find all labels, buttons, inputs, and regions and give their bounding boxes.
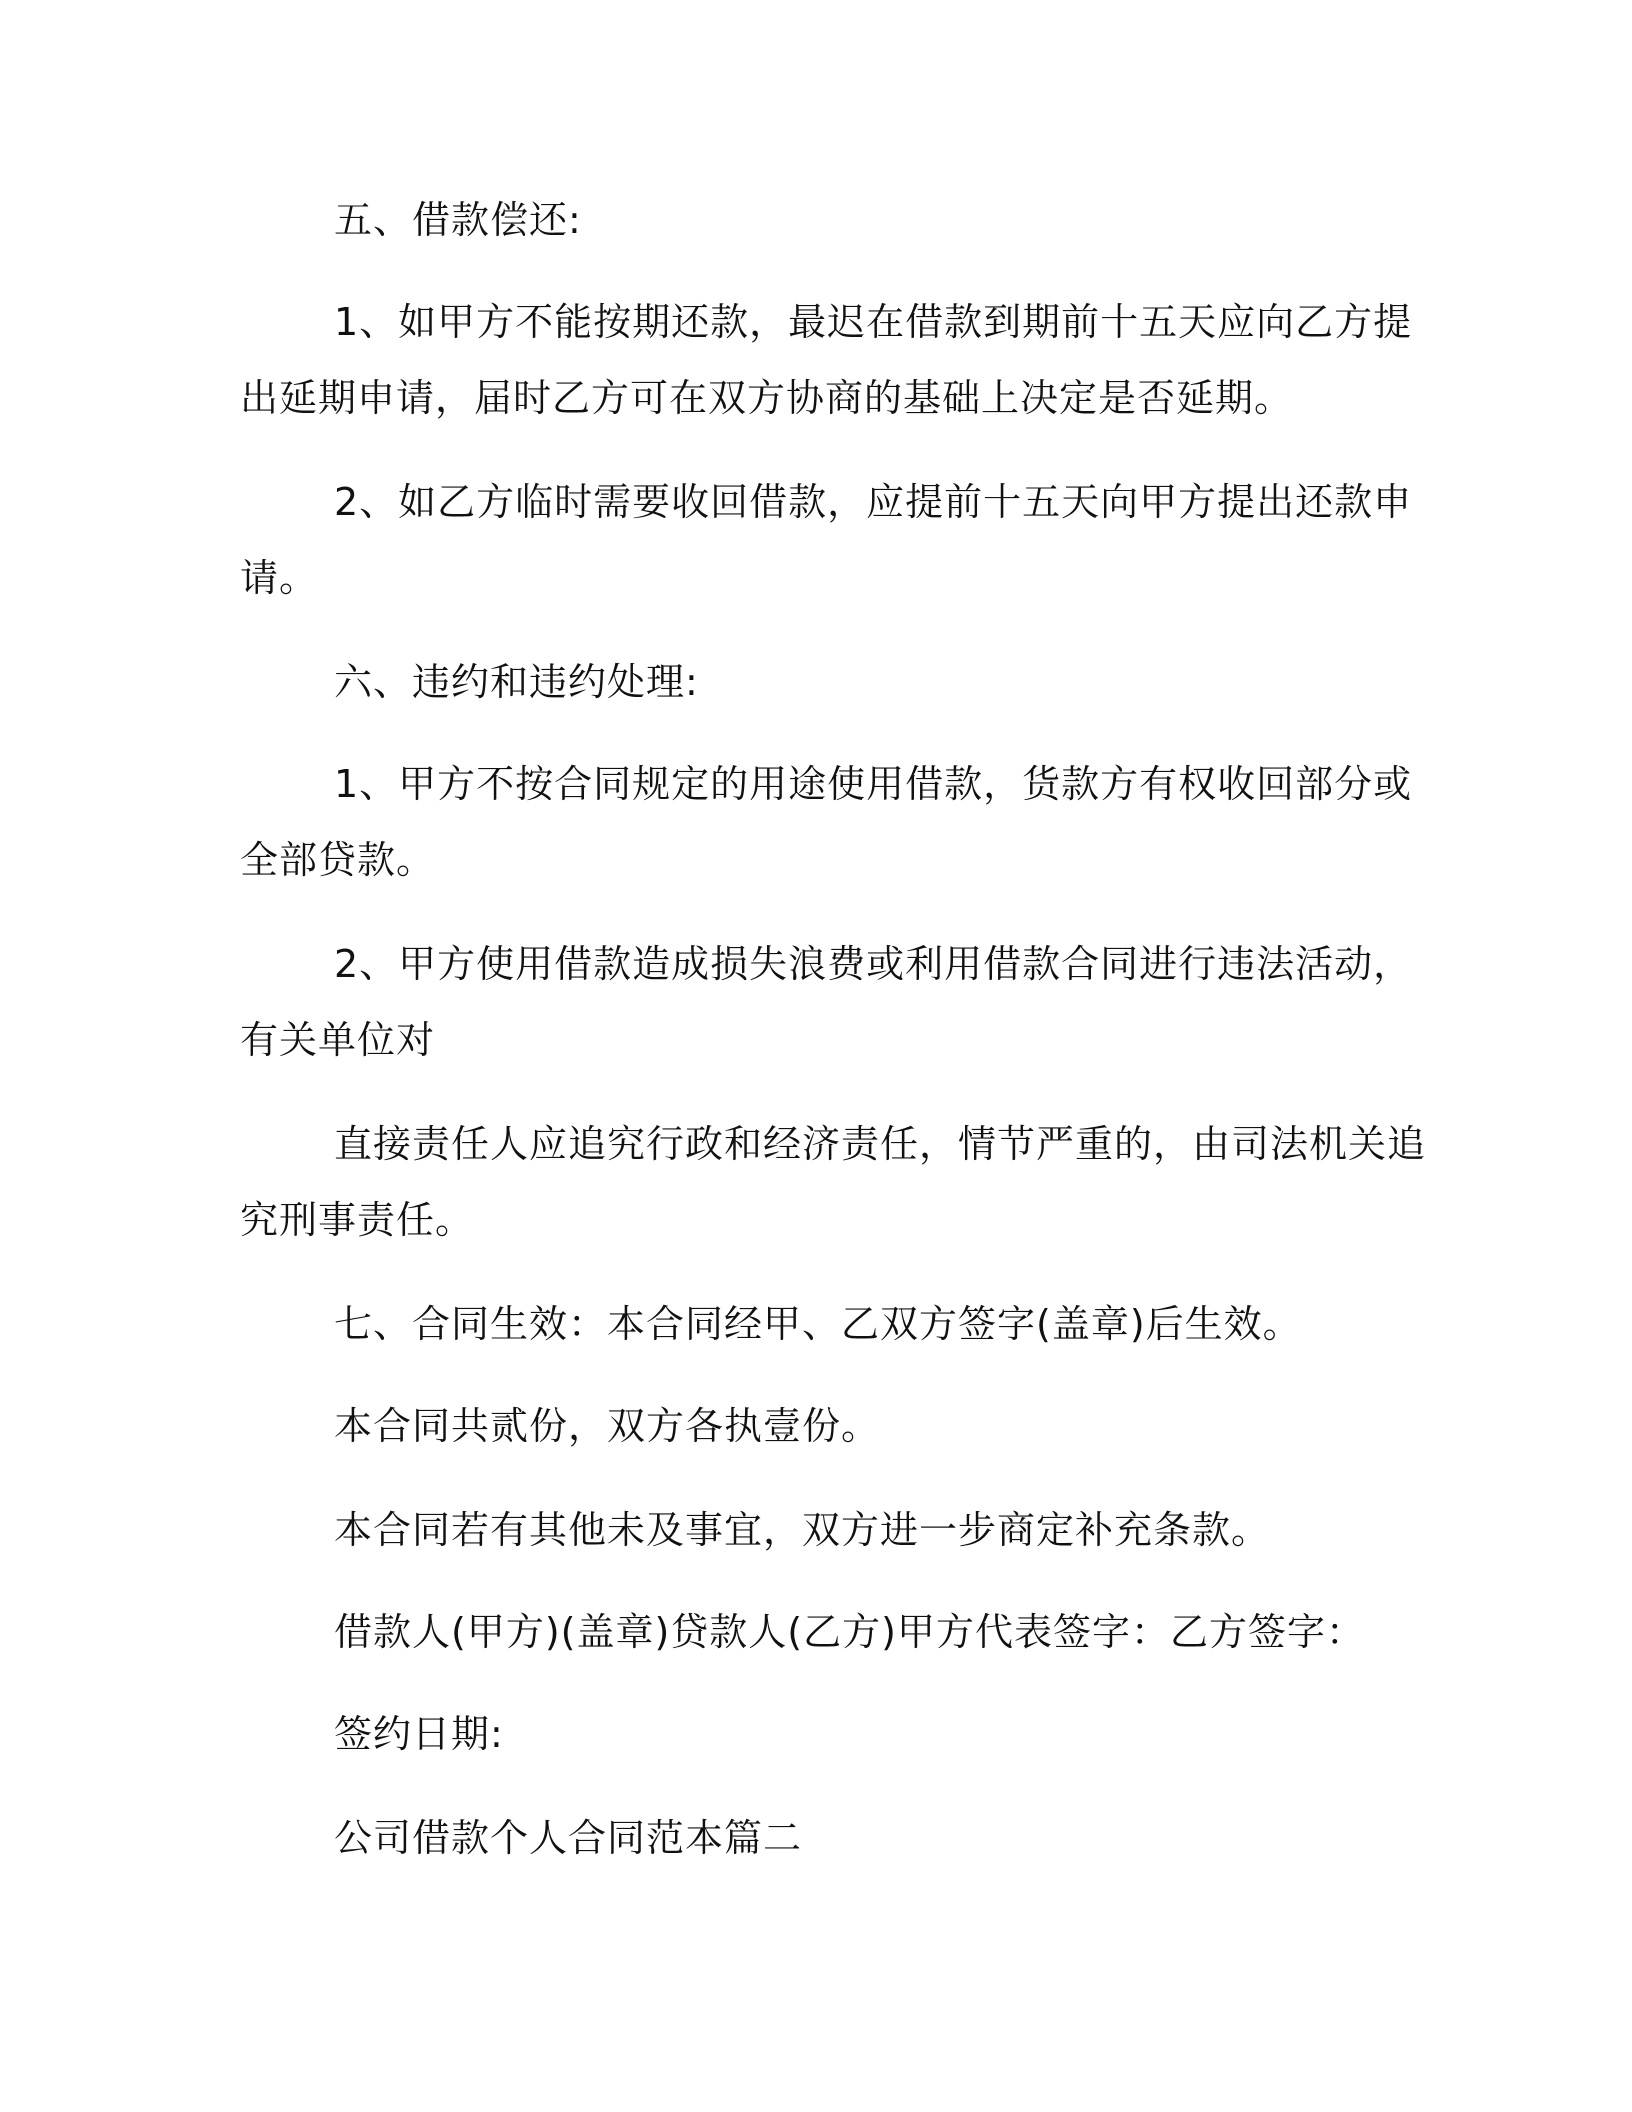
paragraph-line: 有关单位对	[240, 1018, 436, 1062]
next-section-title: 公司借款个人合同范本篇二	[334, 1816, 803, 1860]
paragraph-line: 究刑事责任。	[240, 1198, 475, 1242]
paragraph-line: 直接责任人应追究行政和经济责任，情节严重的，由司法机关追	[334, 1122, 1427, 1166]
paragraph-line: 1、甲方不按合同规定的用途使用借款，货款方有权收回部分或	[334, 762, 1413, 806]
signing-date-line: 签约日期:	[334, 1712, 504, 1756]
section-heading-5: 五、借款偿还:	[334, 198, 582, 242]
paragraph-line: 请。	[240, 556, 319, 600]
section-heading-6: 六、违约和违约处理:	[334, 660, 699, 704]
paragraph-line: 本合同共贰份，双方各执壹份。	[334, 1404, 881, 1448]
paragraph-line: 本合同若有其他未及事宜，双方进一步商定补充条款。	[334, 1508, 1271, 1552]
paragraph-line: 2、如乙方临时需要收回借款，应提前十五天向甲方提出还款申	[334, 480, 1413, 524]
signature-line: 借款人(甲方)(盖章)贷款人(乙方)甲方代表签字：乙方签字：	[334, 1610, 1365, 1654]
paragraph-line: 2、甲方使用借款造成损失浪费或利用借款合同进行违法活动，	[334, 942, 1413, 986]
paragraph-line: 出延期申请，届时乙方可在双方协商的基础上决定是否延期。	[240, 376, 1294, 420]
paragraph-line: 全部贷款。	[240, 838, 436, 882]
paragraph-line: 1、如甲方不能按期还款，最迟在借款到期前十五天应向乙方提	[334, 300, 1413, 344]
section-heading-7: 七、合同生效：本合同经甲、乙双方签字(盖章)后生效。	[334, 1302, 1302, 1346]
